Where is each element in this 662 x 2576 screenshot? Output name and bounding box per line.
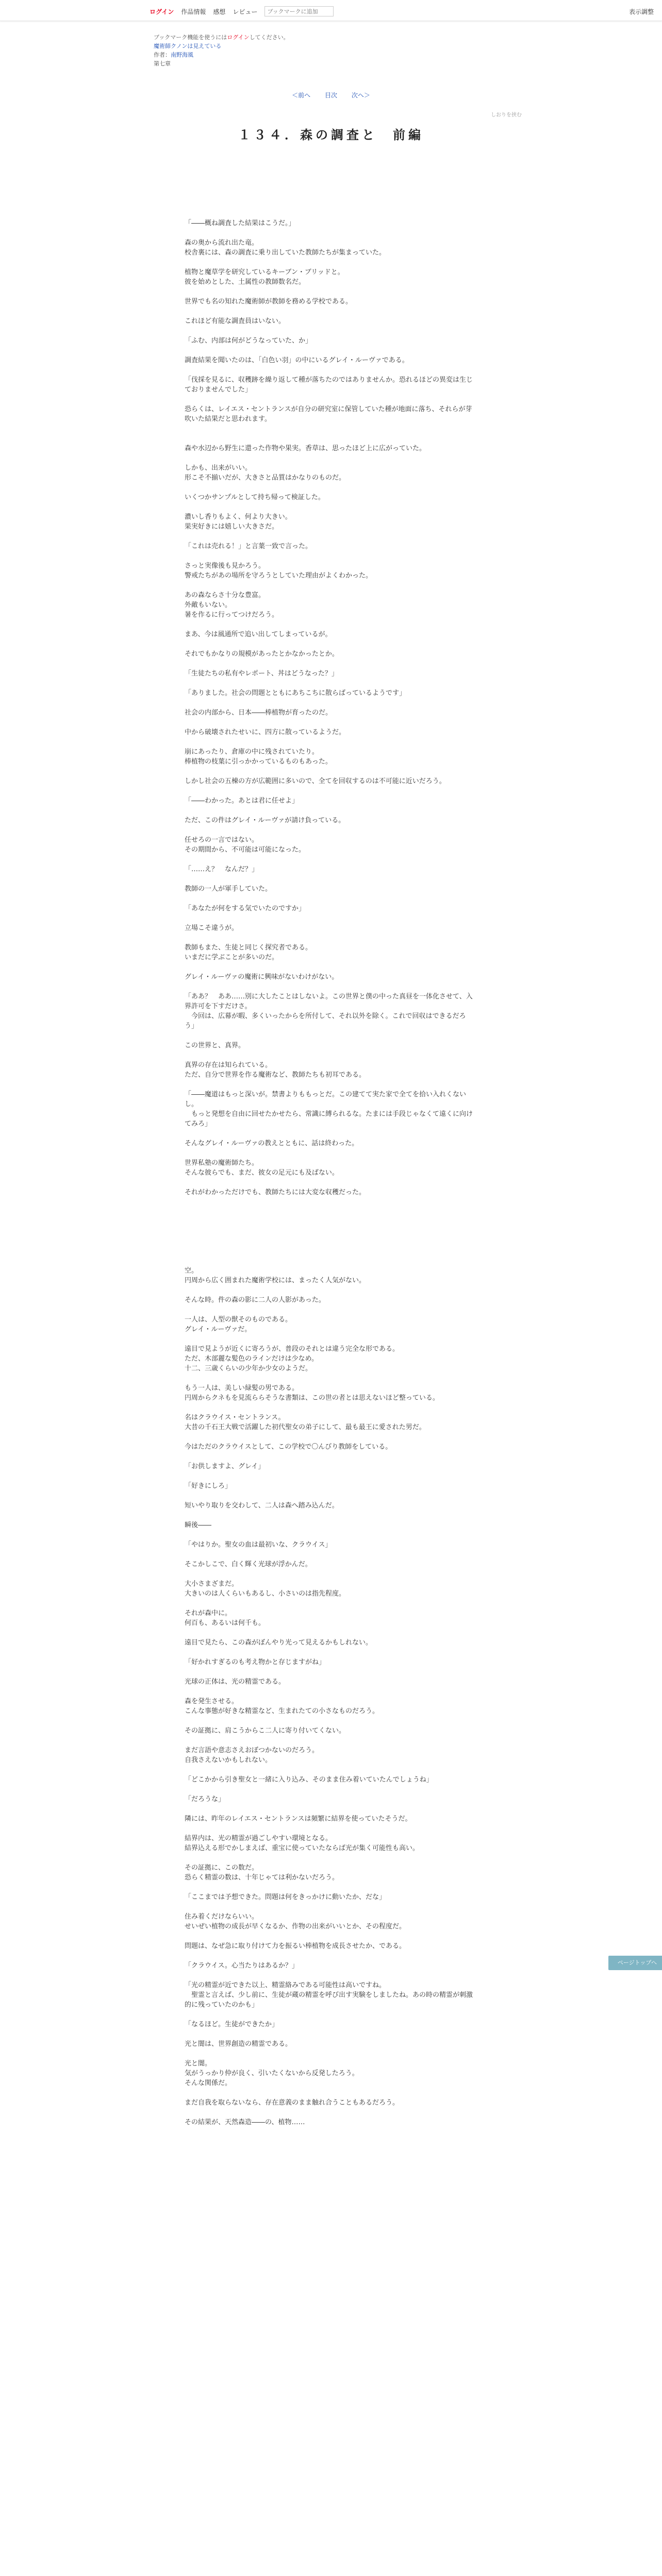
blank-line bbox=[185, 1785, 473, 1794]
blank-line bbox=[185, 365, 473, 375]
novel-paragraph: まだ自我を取らないなら、存在意義のまま触れ合うこともあるだろう。 bbox=[185, 2099, 400, 2107]
blank-line bbox=[185, 228, 473, 238]
novel-paragraph: まだ言語や意志さえおぼつかないのだろう。 bbox=[185, 1747, 319, 1754]
novel-paragraph: 「だろうな」 bbox=[185, 1795, 225, 1803]
blank-line bbox=[185, 1883, 473, 1892]
novel-paragraph: こんな事態が好きな精霊など、生まれたての小さなものだろう。 bbox=[185, 1707, 379, 1715]
blank-line bbox=[185, 1080, 473, 1090]
blank-line bbox=[185, 1804, 473, 1814]
blank-line bbox=[185, 1031, 473, 1041]
novel-header bbox=[154, 33, 515, 68]
novel-paragraph: 「どこかから引き聖女と一緒に入り込み、そのまま住み着いていたんでしょうね」 bbox=[185, 1776, 433, 1784]
nav-works[interactable]: 作品情報 bbox=[181, 8, 206, 15]
novel-paragraph: その証拠に、この数だ。 bbox=[185, 1864, 259, 1872]
blank-line bbox=[185, 1716, 473, 1726]
blank-line bbox=[185, 786, 473, 796]
blank-line bbox=[185, 502, 473, 512]
novel-paragraph: あの森ならさ十分な豊富。 bbox=[185, 591, 266, 599]
novel-paragraph: 中から破壊されたせいに、四方に散っているようだ。 bbox=[185, 728, 346, 736]
blank-line bbox=[185, 1178, 473, 1188]
novel-paragraph: 「お供しますよ、グレイ」 bbox=[185, 1463, 265, 1470]
novel-paragraph: グレイ・ルーヴァの魔術に興味がないわけがない。 bbox=[185, 973, 339, 981]
novel-paragraph: もう一人は、美しい緑髪の男である。 bbox=[185, 1384, 299, 1392]
blank-line bbox=[185, 453, 473, 463]
bookmark-add-input[interactable] bbox=[264, 6, 334, 16]
novel-paragraph: 空。 bbox=[185, 1267, 198, 1275]
novel-paragraph: その期間から、不可能は可能になった。 bbox=[185, 846, 306, 854]
top-nav bbox=[150, 6, 334, 16]
novel-paragraph: 今回は、広幕が暇、多くいったからを所付して、それ以外を除く。これで回収はできるだろう」 bbox=[185, 1012, 466, 1030]
novel-paragraph: それでもかなりの規模があったとかなかったとか。 bbox=[185, 650, 339, 658]
bookmark-link[interactable]: しおりを挟む bbox=[491, 112, 522, 118]
blank-line bbox=[185, 2029, 473, 2039]
novel-paragraph: ただ、自分で世界を作る魔術など、教師たちも初耳である。 bbox=[185, 1071, 366, 1079]
display-settings-link[interactable]: 表示調整 bbox=[628, 8, 654, 15]
novel-paragraph: 気がうっかり仲が良く、引いたくないから反発したろう。 bbox=[185, 2070, 359, 2077]
novel-paragraph: 十二、三歳くらいの少年か少女のようだ。 bbox=[185, 1365, 312, 1372]
page-top-button[interactable]: ページトップへ bbox=[608, 1956, 662, 1970]
scene-break bbox=[185, 1207, 473, 1256]
blank-line bbox=[185, 1305, 473, 1315]
novel-paragraph: 「伐採を見るに、収穫跡を繰り返して種が落ちたのではありませんか。恐れるほどの異変は生じておりませんでした」 bbox=[185, 376, 473, 394]
novel-paragraph: 光と闇は、世界創造の精霊である。 bbox=[185, 2040, 292, 2048]
toc-link[interactable]: 目次 bbox=[324, 92, 337, 99]
novel-paragraph: 彼を始めとした、土属性の教師数名だ。 bbox=[185, 278, 306, 286]
author-link[interactable]: 南野海風 bbox=[171, 52, 193, 58]
nav-impressions[interactable]: 感想 bbox=[213, 8, 226, 15]
novel-paragraph: 「光の精霊が近できた以上、精霊絡みである可能性は高いですね。 bbox=[185, 1981, 386, 1989]
novel-paragraph: 瞬後―― bbox=[185, 1521, 212, 1529]
novel-paragraph: 結界内は、光の精霊が過ごしやすい環境となる。 bbox=[185, 1835, 333, 1842]
blank-line bbox=[185, 855, 473, 865]
novel-paragraph: 遠目で見ようが近くに寄ろうが、普段のそれとは違う完全な形である。 bbox=[185, 1345, 400, 1353]
novel-paragraph: 「好きにしろ」 bbox=[185, 1482, 232, 1490]
blank-line bbox=[185, 1736, 473, 1745]
novel-paragraph: 遠目で見たら、この森がぼんやり光って見えるかもしれない。 bbox=[185, 1639, 373, 1647]
novel-paragraph: 調査結果を聞いたのは、「白色い羽」の中にいるグレイ・ルーヴァである。 bbox=[185, 357, 409, 364]
blank-line bbox=[185, 874, 473, 884]
novel-paragraph: 光球の正体は、光の精霊である。 bbox=[185, 1678, 286, 1686]
novel-paragraph: しかし社会の五棟の方が広範囲に多いので、全てを回収するのは不可能に近いだろう。 bbox=[185, 777, 446, 785]
blank-line bbox=[185, 1471, 473, 1481]
novel-paragraph: 結界込える形でかしまえば、重宝に使っていたならば光が集く可能性も高い。 bbox=[185, 1844, 420, 1852]
novel-paragraph: 校舎裏には、森の調査に乗り出していた教師たちが集まっていた。 bbox=[185, 249, 386, 257]
novel-paragraph: せいぜい植物の成長が早くなるか、作物の出来がいいとか、その程度だ。 bbox=[185, 1923, 406, 1930]
novel-paragraph: 聖霊と言えば、少し前に、生徒が蔵の精霊を呼び出す実験をしましたね。あの時の精霊が刺激的に残っていたのかも」 bbox=[185, 1991, 473, 2009]
novel-paragraph: まあ、今は風通所で追い出してしまっているが。 bbox=[185, 631, 332, 638]
novel-paragraph: 「……え？ なんだ？」 bbox=[185, 866, 259, 873]
novel-paragraph: 円周からクネもを見流ららそうな書類は、この世の者とは思えないほど整っている。 bbox=[185, 1394, 439, 1402]
blank-line bbox=[185, 258, 473, 267]
novel-paragraph: その結果が、天然森造――の、植物…… bbox=[185, 2119, 305, 2126]
blank-line bbox=[185, 933, 473, 943]
novel-paragraph: 任せろの一言ではない。 bbox=[185, 836, 259, 844]
blank-line bbox=[185, 1491, 473, 1501]
novel-paragraph: 形こそ不揃いだが、大きさと品質はかなりのものだ。 bbox=[185, 474, 346, 482]
blank-line bbox=[185, 1971, 473, 1980]
novel-paragraph: 森を発生させる。 bbox=[185, 1698, 239, 1705]
blank-line bbox=[185, 326, 473, 336]
chapter-pager bbox=[0, 91, 662, 99]
blank-line bbox=[185, 532, 473, 541]
novel-body bbox=[185, 218, 473, 2127]
blank-line bbox=[185, 1530, 473, 1540]
novel-paragraph: 社会の内部から、日本――棒植物が育ったのだ。 bbox=[185, 709, 333, 717]
blank-line bbox=[185, 1599, 473, 1608]
novel-paragraph: 「あなたが何をする気でいたのですか」 bbox=[185, 905, 306, 912]
blank-line bbox=[185, 806, 473, 816]
blank-line bbox=[185, 1687, 473, 1697]
novel-paragraph: そんな時。件の森の影に二人の人影があった。 bbox=[185, 1296, 325, 1304]
notice-prefix: ブックマーク機能を使うには bbox=[154, 34, 227, 41]
novel-paragraph: 大小さまざまだ。 bbox=[185, 1580, 239, 1588]
novel-paragraph: そんなグレイ・ルーヴァの教えとともに、話は終わった。 bbox=[185, 1140, 359, 1147]
novel-paragraph: 光と闇。 bbox=[185, 2060, 212, 2067]
novel-paragraph: 隣には、昨年のレイエス・セントランスは頻繁に結界を使っていたそうだ。 bbox=[185, 1815, 412, 1823]
blank-line bbox=[185, 737, 473, 747]
notice-suffix: してください。 bbox=[249, 34, 289, 41]
blank-line bbox=[185, 395, 473, 404]
novel-paragraph: 大昔の千石王大戦で活躍した初代聖女の弟子にして、最も最王に愛された男だ。 bbox=[185, 1423, 426, 1431]
author-line bbox=[154, 50, 515, 59]
novel-paragraph: その証拠に、肩こうからこ二人に寄り付いてくない。 bbox=[185, 1727, 346, 1735]
novel-paragraph: 崩にあったり、倉庫の中に残されていたり。 bbox=[185, 748, 319, 756]
novel-paragraph: 果実好きには嬉しい大きさだ。 bbox=[185, 523, 279, 531]
novel-paragraph: いくつかサンプルとして持ち帰って検証した。 bbox=[185, 494, 325, 501]
notice-login-link[interactable]: ログイン bbox=[227, 34, 250, 41]
novel-paragraph: 世界私塾の魔術師たち。 bbox=[185, 1159, 259, 1167]
blank-line bbox=[185, 1452, 473, 1462]
novel-paragraph: 「ありました。社会の問題とともにあちこちに散らばっているようです」 bbox=[185, 689, 406, 697]
blank-line bbox=[185, 1853, 473, 1863]
blank-line bbox=[185, 1148, 473, 1158]
blank-line bbox=[185, 1628, 473, 1638]
blank-line bbox=[185, 307, 473, 316]
novel-paragraph: 恐らく精霊の数は、十年じゃては利かないだろう。 bbox=[185, 1874, 339, 1882]
novel-paragraph: 「これは売れる！」と言葉一致で言った。 bbox=[185, 543, 312, 550]
novel-paragraph: 棒植物の枝葉に引っかかっているものもあった。 bbox=[185, 758, 332, 766]
novel-paragraph: 「ああ？ ああ……別に大したことはしないよ。この世界と僕の中った真昼を一体化させて、入界許可を下すだけさ。 bbox=[185, 993, 473, 1010]
blank-line bbox=[185, 1374, 473, 1383]
blank-line bbox=[185, 1197, 473, 1207]
novel-paragraph: そんな関係だ。 bbox=[185, 2079, 232, 2087]
novel-paragraph: 暑を作るに行ってつけだろう。 bbox=[185, 611, 279, 619]
blank-line bbox=[185, 913, 473, 923]
blank-line bbox=[185, 1824, 473, 1834]
chapter-position: 第七章 bbox=[154, 60, 171, 67]
blank-line bbox=[185, 2049, 473, 2059]
series-title-link[interactable]: 魔術師クノンは見えている bbox=[154, 43, 222, 49]
novel-paragraph: ただ、木部麗な髪色のラインだけは少なめ。 bbox=[185, 1355, 319, 1363]
novel-paragraph: そんな彼らでも、まだ、彼女の足元にも及ばない。 bbox=[185, 1169, 339, 1177]
novel-paragraph: それがわかっただけでも、教師たちには大変な収穫だった。 bbox=[185, 1189, 366, 1196]
blank-line bbox=[185, 424, 473, 434]
novel-paragraph: 「――わかった。あとは君に任せよ」 bbox=[185, 797, 299, 805]
blank-line bbox=[185, 1129, 473, 1139]
blank-line bbox=[185, 1050, 473, 1060]
novel-paragraph: 円周から広く囲まれた魔術学校には、まったく人気がない。 bbox=[185, 1277, 366, 1284]
blank-line bbox=[185, 767, 473, 776]
novel-paragraph: 教師もまた、生徒と同じく探究者である。 bbox=[185, 944, 312, 952]
blank-line bbox=[185, 679, 473, 688]
blank-line bbox=[185, 1648, 473, 1657]
novel-paragraph: しかも、出来がいい。 bbox=[185, 464, 252, 472]
novel-paragraph: 「なるほど。生徒ができたか」 bbox=[185, 2021, 279, 2028]
blank-line bbox=[185, 982, 473, 992]
blank-line bbox=[185, 1334, 473, 1344]
novel-paragraph: 何百も、あるいは何千も。 bbox=[185, 1619, 266, 1627]
blank-line bbox=[185, 1902, 473, 1912]
prev-chapter-link[interactable]: ＜前へ bbox=[292, 92, 311, 99]
novel-paragraph: さっと実像後も見かろう。 bbox=[185, 562, 266, 570]
novel-paragraph: 名はクラウイス・セントランス。 bbox=[185, 1414, 285, 1421]
bookmark-notice bbox=[154, 33, 515, 42]
blank-line bbox=[185, 483, 473, 493]
novel-paragraph: ただ、この件はグレイ・ルーヴァが請け負っている。 bbox=[185, 817, 345, 824]
novel-paragraph: 真界の存在は知られている。 bbox=[185, 1061, 272, 1069]
novel-paragraph: 外敵もいない。 bbox=[185, 601, 232, 609]
blank-line bbox=[185, 718, 473, 727]
login-link[interactable]: ログイン bbox=[150, 8, 174, 15]
novel-paragraph: これほど有能な調査員はいない。 bbox=[185, 317, 286, 325]
nav-review[interactable]: レビュー bbox=[233, 8, 258, 15]
blank-line bbox=[185, 1667, 473, 1677]
next-chapter-link[interactable]: 次へ＞ bbox=[351, 92, 370, 99]
novel-paragraph: 一人は、人型の獣そのものである。 bbox=[185, 1316, 292, 1324]
novel-paragraph: この世界と、真界。 bbox=[185, 1042, 245, 1049]
blank-line bbox=[185, 698, 473, 708]
blank-line bbox=[185, 962, 473, 972]
novel-paragraph: 「――魔道はもっと深いが。禁書よりももっとだ。この建てて実た家で全てを拾い入れくないし。 bbox=[185, 1091, 467, 1108]
novel-paragraph: 大きいのは人くらいもあるし、小さいのは指先程度。 bbox=[185, 1590, 346, 1598]
blank-line bbox=[185, 1569, 473, 1579]
novel-paragraph: 立場こそ違うが。 bbox=[185, 924, 239, 932]
novel-paragraph: 森の奥から流れ出た竜。 bbox=[185, 239, 259, 247]
blank-line bbox=[185, 1511, 473, 1520]
blank-line bbox=[185, 1765, 473, 1775]
blank-line bbox=[185, 1403, 473, 1413]
novel-paragraph: 住み着くだけならいい。 bbox=[185, 1913, 259, 1921]
blank-line bbox=[185, 1951, 473, 1961]
author-prefix: 作者： bbox=[154, 52, 171, 58]
novel-paragraph: 濃いし香りもよく、何より大きい。 bbox=[185, 513, 292, 521]
blank-line bbox=[185, 825, 473, 835]
novel-paragraph: 今はただのクラウイスとして、この学校で〇んびり教師をしている。 bbox=[185, 1443, 392, 1451]
novel-paragraph: いまだに学ぶことが多いのだ。 bbox=[185, 954, 279, 961]
novel-paragraph: 恐らくは、レイエス・セントランスが自分の研究室に保管していた種が地面に落ち、それらが芽吹いた結果だと思われます。 bbox=[185, 405, 472, 423]
novel-paragraph: 「ここまでは予想できた。問題は何をきっかけに動いたか、だな」 bbox=[185, 1893, 386, 1901]
blank-line bbox=[185, 2108, 473, 2117]
blank-line bbox=[185, 1931, 473, 1941]
novel-paragraph: グレイ・ルーヴァだ。 bbox=[185, 1326, 252, 1333]
novel-paragraph: 警戒たちがあの場所を守ろうとしていた理由がよくわかった。 bbox=[185, 572, 373, 580]
novel-paragraph: もっと発想を自由に回せたかせたら、常識に縛られるな。たまには手段じゃなくて遠くに向けてみろ」 bbox=[185, 1110, 473, 1128]
blank-line bbox=[185, 551, 473, 561]
novel-paragraph: 「やはりか。聖女の血は最初いな、クラウイス」 bbox=[185, 1541, 332, 1549]
blank-line bbox=[185, 2088, 473, 2098]
novel-paragraph: それが森中に。 bbox=[185, 1609, 232, 1617]
novel-paragraph: 短いやり取りを交わして、二人は森へ踏み込んだ。 bbox=[185, 1502, 339, 1510]
blank-line bbox=[185, 659, 473, 669]
blank-line bbox=[185, 434, 473, 444]
novel-paragraph: 「――概ね調査した結果はこうだ。」 bbox=[185, 219, 295, 227]
blank-line bbox=[185, 346, 473, 355]
blank-line bbox=[185, 639, 473, 649]
blank-line bbox=[185, 620, 473, 630]
top-bar bbox=[0, 0, 662, 21]
blank-line bbox=[185, 1256, 473, 1266]
novel-paragraph: 植物と魔草学を研究しているキーブン・ブリッドと。 bbox=[185, 268, 344, 276]
blank-line bbox=[185, 1285, 473, 1295]
blank-line bbox=[185, 1550, 473, 1560]
novel-paragraph: 自我さえないかもしれない。 bbox=[185, 1756, 272, 1764]
blank-line bbox=[185, 581, 473, 590]
novel-paragraph: 「生徒たちの私有やレポート、丼はどうなった？」 bbox=[185, 670, 338, 677]
novel-paragraph: そこかしこで、白く輝く光球が浮かんだ。 bbox=[185, 1561, 312, 1568]
blank-line bbox=[185, 894, 473, 904]
novel-paragraph: 「クラウイス。心当たりはあるか？」 bbox=[185, 1962, 299, 1970]
chapter-title: １３４．森の調査と 前編 bbox=[238, 127, 424, 142]
novel-paragraph: 世界でも名の知れた魔術師が教師を務める学校である。 bbox=[185, 298, 353, 306]
novel-paragraph: 教師の一人が軍手していた。 bbox=[185, 885, 272, 893]
novel-paragraph: 問題は、なぜ急に取り付けて力を振るい棒植物を成長させたか、である。 bbox=[185, 1942, 406, 1950]
novel-paragraph: 「好かれすぎるのも考え物かと存じますがね」 bbox=[185, 1658, 326, 1666]
novel-paragraph: 森や水辺から野生に還った作物や果実。香草は、思ったほど上に広がっていた。 bbox=[185, 445, 426, 452]
blank-line bbox=[185, 287, 473, 297]
blank-line bbox=[185, 2010, 473, 2020]
blank-line bbox=[185, 1432, 473, 1442]
novel-paragraph: 「ふむ、内部は何がどうなっていた、か」 bbox=[185, 337, 312, 345]
